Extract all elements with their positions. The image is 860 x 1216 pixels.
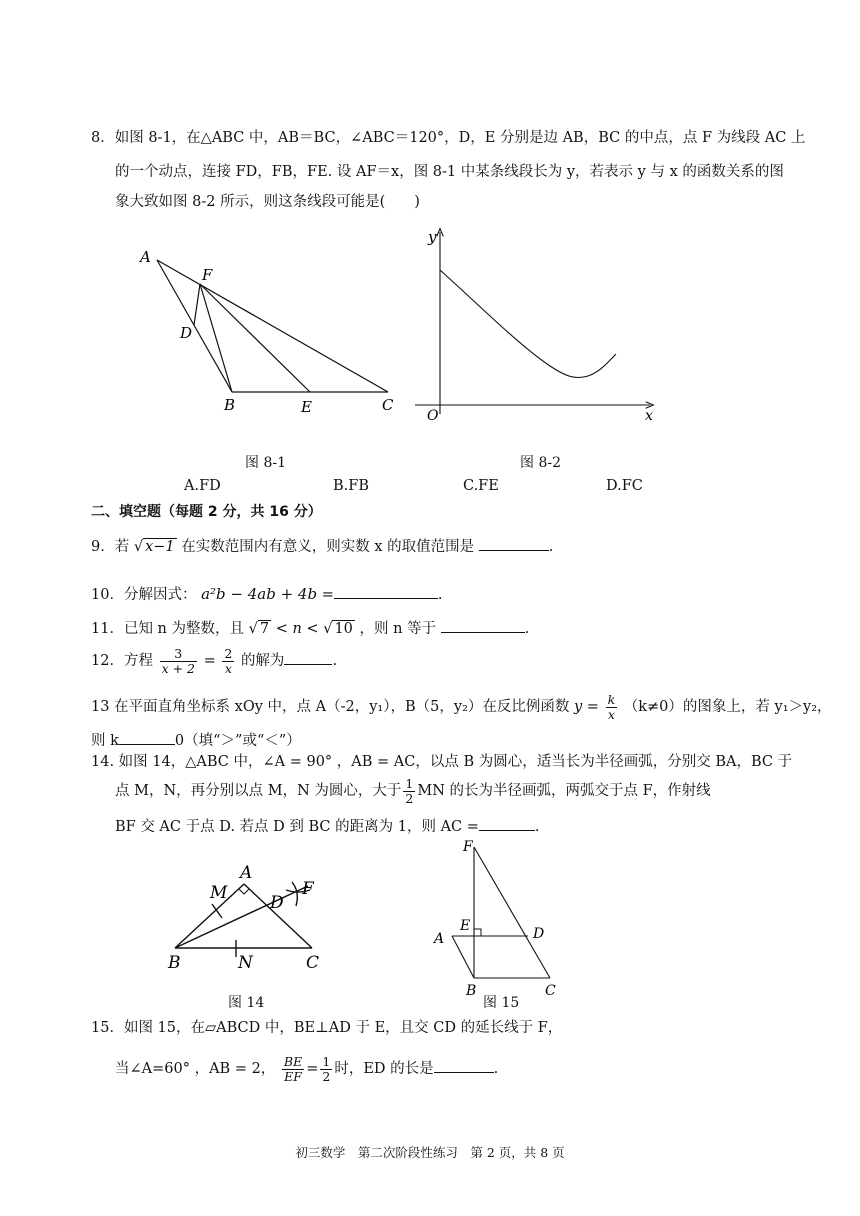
q12-eq: = [203, 653, 216, 669]
q11 [91, 618, 529, 639]
q10 [91, 584, 442, 605]
q10-answer-blank[interactable] [334, 584, 438, 599]
q15-frac-half [320, 1055, 332, 1084]
q12-d2: x [224, 660, 232, 676]
axis-y-label: y [428, 228, 437, 246]
q12-n2: 2 [224, 645, 233, 661]
q15-hn: 1 [322, 1053, 331, 1069]
option-b: B.FB [333, 478, 369, 494]
q11-answer-blank[interactable] [441, 618, 525, 633]
page-footer: 初三数学 第二次阶段性练习 第 2 页，共 8 页 [295, 1145, 565, 1160]
q12-frac-left [160, 647, 197, 676]
label-N: N [238, 953, 253, 973]
q14-line3-text: BF 交 AC 于点 D. 若点 D 到 BC 的距离为 1，则 AC = [115, 819, 479, 835]
q11-pre: 11．已知 n 为整数，且 [91, 621, 245, 637]
q12-frac-right [222, 647, 234, 676]
label-A: A [240, 863, 253, 883]
option-a: A.FD [184, 478, 221, 494]
q12-end: . [332, 653, 338, 669]
label-D: D [180, 324, 193, 342]
q15-frac-be-ef [282, 1055, 304, 1084]
q15-line2b: 时，ED 的长是 [334, 1061, 434, 1077]
q11-sqrt-7: √ 7 [248, 621, 270, 637]
q13-line2 [91, 730, 301, 751]
q8-line2: 的一个动点，连接 FD，FB，FE. 设 AF＝x，图 8-1 中某条线段长为 y，若表示 y 与 x 的函数关系的图 [115, 164, 784, 180]
arc-mark-f1 [292, 882, 297, 906]
q10-pre: 10．分解因式： [91, 587, 197, 603]
q10-expr: a²b − 4ab + 4b [201, 585, 318, 603]
q14-line3 [115, 816, 540, 837]
q10-eq: = [321, 587, 334, 603]
q11-sqrt-10: √ 10 [323, 621, 353, 637]
ray-bf [175, 886, 308, 948]
label-C: C [382, 396, 394, 414]
option-d: D.FC [606, 478, 643, 494]
caption-15: 图 15 [483, 995, 520, 1011]
q13-kd: x [607, 706, 615, 722]
q13-line2b: 0（填“＞”或“＜”） [174, 733, 301, 749]
q14-line2 [115, 776, 711, 806]
origin-label: O [427, 408, 439, 424]
q8-line1: 8．如图 8-1，在△ABC 中，AB＝BC，∠ABC＝120°，D，E 分别是边 AB，BC 的中点，点 F 为线段 AC 上 [91, 130, 806, 146]
label-F: F [202, 266, 213, 284]
q13-line1 [91, 692, 832, 722]
q15-fn: BE [283, 1053, 303, 1069]
q12-pre: 12．方程 [91, 653, 153, 669]
figure-15 [425, 835, 575, 1000]
q13-post: （k≠0）的图象上，若 y₁＞y₂， [623, 699, 832, 715]
q13-kn: k [607, 691, 616, 707]
q12-answer-blank[interactable] [284, 650, 332, 665]
q15-line1: 15．如图 15，在▱ABCD 中，BE⊥AD 于 E，且交 CD 的延长线于 F， [91, 1020, 563, 1036]
label-D: D [270, 893, 284, 913]
q14-answer-blank[interactable] [479, 816, 535, 831]
section-heading: 二、填空题（每题 2 分，共 16 分） [91, 504, 322, 520]
option-c: C.FE [463, 478, 499, 494]
q15-line2 [115, 1052, 498, 1086]
q10-end: . [437, 587, 443, 603]
q13-line2a: 则 k [91, 733, 119, 749]
axis-x-label: x [645, 408, 653, 424]
q14-fd: 2 [405, 790, 414, 806]
q8-line3: 象大致如图 8-2 所示，则这条线段可能是( ) [115, 194, 420, 210]
label-E: E [460, 918, 471, 934]
q9-answer-blank[interactable] [479, 536, 549, 551]
q11-r2: 10 [334, 621, 353, 637]
q15-eq: = [306, 1061, 319, 1077]
label-F: F [463, 839, 473, 855]
function-curve [440, 270, 616, 378]
q11-end: . [524, 621, 530, 637]
q13-frac [606, 693, 618, 722]
q15-hd: 2 [322, 1068, 331, 1084]
label-A: A [434, 931, 445, 947]
label-B: B [224, 396, 236, 414]
figure-14 [160, 860, 360, 975]
q12-post: 的解为 [240, 653, 285, 669]
q11-r1: 7 [259, 621, 270, 637]
label-A: A [140, 248, 151, 266]
q15-answer-blank[interactable] [434, 1058, 494, 1073]
q14-line2a: 点 M，N，再分别以点 M，N 为圆心，大于 [115, 783, 402, 799]
q15-end: . [493, 1061, 499, 1077]
q14-end: . [534, 819, 540, 835]
label-D: D [533, 926, 545, 942]
q12-n1: 3 [160, 647, 197, 662]
label-C: C [306, 953, 320, 973]
label-F: F [302, 879, 314, 899]
label-M: M [210, 883, 228, 903]
q9 [91, 536, 553, 557]
q14-frac [403, 777, 415, 806]
q15-line2a: 当∠A=60° ，AB = 2， [115, 1061, 276, 1077]
q9-pre: 9．若 [91, 539, 130, 555]
q9-radicand: x−1 [145, 539, 175, 555]
q9-sqrt: √ x−1 [133, 539, 175, 555]
label-B: B [168, 953, 181, 973]
label-C: C [545, 983, 556, 999]
caption-8-2: 图 8-2 [520, 455, 561, 471]
caption-14: 图 14 [228, 995, 265, 1011]
q12 [91, 646, 337, 676]
q13-ylhs: y = [574, 699, 599, 715]
caption-8-1: 图 8-1 [245, 455, 286, 471]
figure-8-1 [120, 240, 410, 420]
q14-line1: 14. 如图 14，△ABC 中，∠A = 90° ，AB = AC，以点 B 为圆心，适当长为半径画弧，分别交 BA，BC 于 [91, 754, 793, 770]
q9-end: . [548, 539, 554, 555]
label-E: E [301, 398, 312, 416]
q14-line2b: MN 的长为半径画弧，两弧交于点 F，作射线 [417, 783, 711, 799]
q9-post: 在实数范围内有意义，则实数 x 的取值范围是 [181, 539, 475, 555]
q12-d1: x + 2 [161, 660, 195, 676]
figure-8-2 [410, 226, 670, 426]
q15-fd: EF [284, 1068, 302, 1084]
q11-mid: < n < [271, 621, 324, 637]
q14-fn: 1 [405, 775, 414, 791]
q13-answer-blank[interactable] [119, 730, 175, 745]
q13-pre: 13 在平面直角坐标系 xOy 中，点 A（-2，y₁），B（5，y₂）在反比例函数 [91, 699, 570, 715]
label-B: B [466, 983, 477, 999]
q11-post: ，则 n 等于 [359, 621, 437, 637]
